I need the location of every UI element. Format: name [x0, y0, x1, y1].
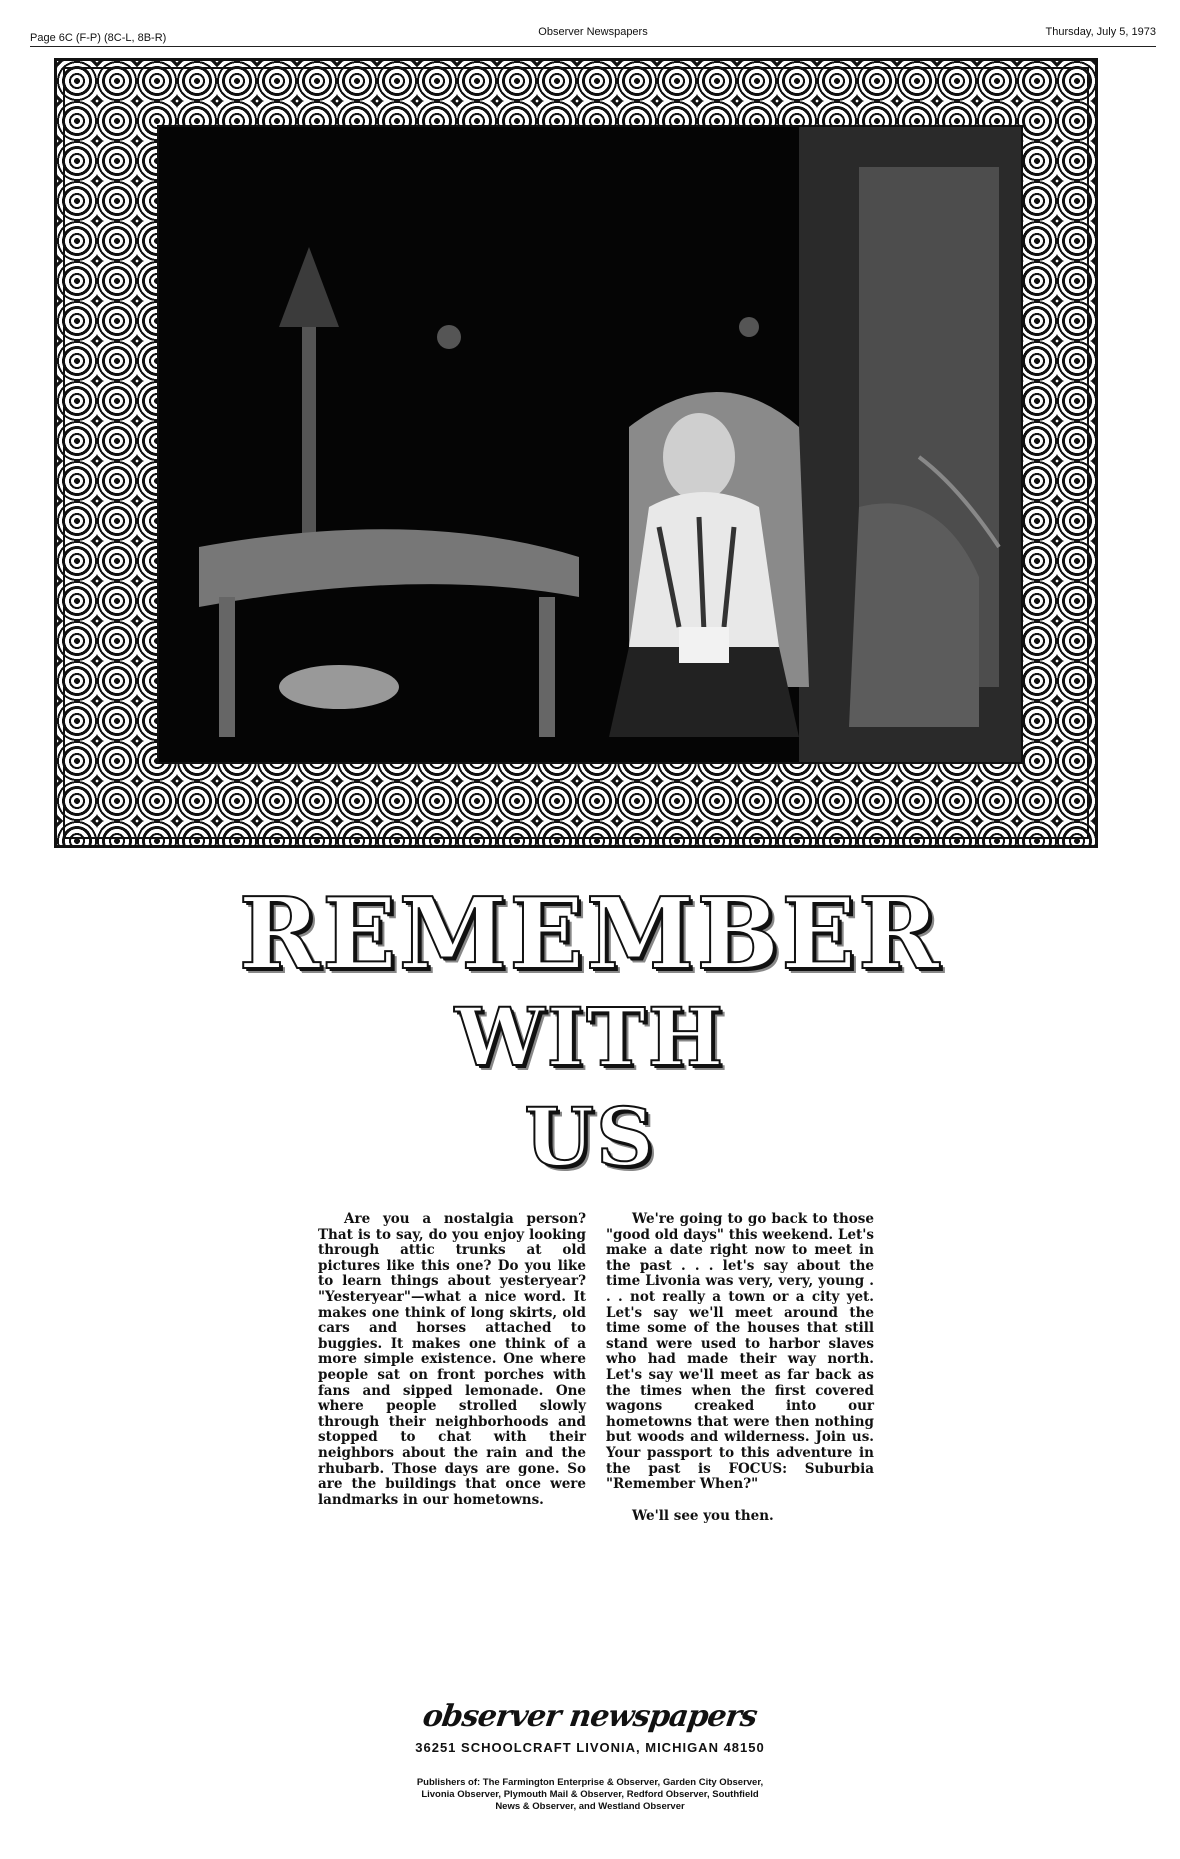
- publisher-block: [0, 1700, 1180, 1813]
- body-column-1: Are you a nostalgia person? That is to say, do you enjoy looking through attic trunks at old pictures like this one? Do you like to learn things about yesteryear? "Yesteryear"—what a nice word. It makes one think of long skirts, old cars and horses attached to buggies. It makes one think of a more simple existence. One where people sat on front porches with fans and sipped lemonade. One where people strolled slowly through their neighborhoods and stopped to chat with their neighbors about the rain and the rhubarb. Those days are gone. So are the buildings that once were landmarks in our hometowns.: [318, 1211, 586, 1508]
- page-label: Page 6C (F-P) (8C-L, 8B-R): [30, 32, 167, 44]
- ornate-photo-frame: [54, 58, 1098, 848]
- body-column-2-text: We're going to go back to those "good old days" this weekend. Let's make a date right now to meet in the past . . . let's say about the time Livonia was very, very, young . . . not really a town or a city yet. Let's say we'll meet around the time some of the houses that still stand were used to harbor slaves who had made their way north. Let's say we'll meet as far back as the times when the first covered wagons creaked into our hometowns that were then nothing but woods and wilderness. Join us. Your passport to this adventure in the past is FOCUS: Suburbia "Remember When?": [606, 1211, 874, 1493]
- paper-name: Observer Newspapers: [538, 26, 648, 38]
- publishers-of: Publishers of: The Farmington Enterprise & Observer, Garden City Observer, Livonia Observer, Plymouth Mail & Observer, Redford Observer, Southfield News & Observer, and Westland Observer: [416, 1777, 764, 1812]
- body-column-2: [606, 1212, 874, 1524]
- publisher-logo: observer newspapers: [420, 1699, 760, 1734]
- nostalgia-photo: [157, 125, 1023, 764]
- headline-us: US: [524, 1090, 656, 1184]
- headline-with: WITH: [454, 990, 726, 1084]
- publisher-address: 36251 SCHOOLCRAFT LIVONIA, MICHIGAN 48150: [415, 1740, 765, 1755]
- page-header: [30, 24, 1156, 47]
- issue-date: Thursday, July 5, 1973: [1045, 26, 1156, 38]
- vintage-parlor-image: [159, 127, 1021, 762]
- signoff: We'll see you then.: [632, 1507, 774, 1524]
- headline-remember: REMEMBER: [238, 877, 942, 992]
